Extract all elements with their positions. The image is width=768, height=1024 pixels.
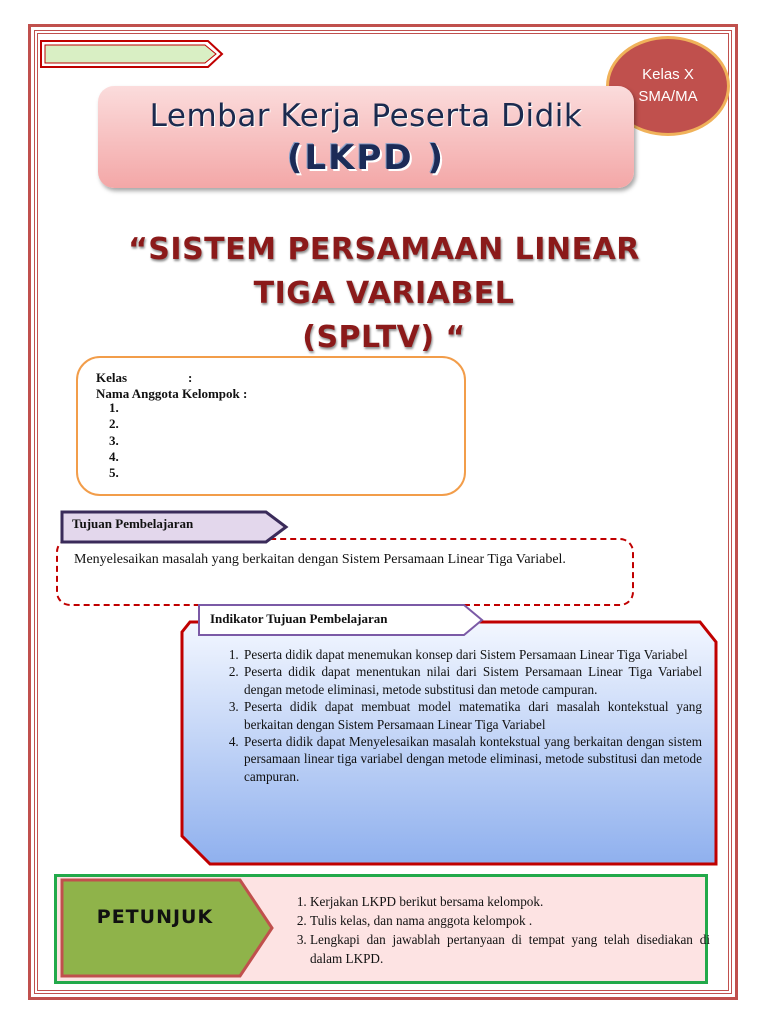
topic-title <box>90 228 678 360</box>
member-item[interactable] <box>122 400 125 416</box>
indikator-item: 4. Peserta didik dapat Menyelesaikan masalah kontekstual yang berkaitan dengan sistem persamaan linear tiga variabel dengan metode eliminasi, metode substitusi dan metode campuran. <box>242 733 702 785</box>
tujuan-label: Tujuan Pembelajaran <box>72 516 194 531</box>
title-line-1: Lembar Kerja Peserta Didik <box>149 98 583 134</box>
indikator-label: Indikator Tujuan Pembelajaran <box>210 611 388 626</box>
member-item[interactable] <box>122 465 125 481</box>
indikator-item: 3. Peserta didik dapat membuat model matematika dari masalah kontekstual yang berkaitan dengan Sistem Persamaan Linear Tiga Variabel <box>242 698 702 733</box>
indikator-item: 1. Peserta didik dapat menemukan konsep dari Sistem Persamaan Linear Tiga Variabel <box>242 646 702 663</box>
petunjuk-item: 2. Tulis kelas, dan nama anggota kelompok . <box>310 911 710 930</box>
anggota-label: Nama Anggota Kelompok : <box>96 386 248 401</box>
petunjuk-item: 1. Kerjakan LKPD berikut bersama kelompok. <box>310 892 710 911</box>
title-banner <box>98 86 634 188</box>
petunjuk-arrow <box>60 878 274 978</box>
title-line-2: (LKPD ) <box>286 138 446 178</box>
kelas-colon: : <box>188 370 193 385</box>
tujuan-text: Menyelesaikan masalah yang berkaitan dengan Sistem Persamaan Linear Tiga Variabel. <box>74 552 566 567</box>
kelas-label: Kelas <box>96 370 128 385</box>
badge-line-2: SMA/MA <box>638 88 698 105</box>
member-list <box>104 400 125 481</box>
indikator-list <box>222 646 702 785</box>
petunjuk-list <box>290 892 710 968</box>
member-item[interactable] <box>122 449 125 465</box>
identity-box <box>76 356 466 496</box>
header-arrow-tag <box>40 40 226 68</box>
tujuan-box <box>56 538 634 606</box>
badge-line-1: Kelas X <box>642 66 694 83</box>
member-item[interactable] <box>122 433 125 449</box>
member-item[interactable] <box>122 416 125 432</box>
petunjuk-label: PETUNJUK <box>96 906 214 928</box>
topic-title-line-1: “SISTEM PERSAMAAN LINEAR TIGA VARIABEL <box>128 232 640 311</box>
petunjuk-item: 3. Lengkapi dan jawablah pertanyaan di tempat yang telah disediakan di dalam LKPD. <box>310 930 710 968</box>
indikator-item: 2. Peserta didik dapat menentukan nilai dari Sistem Persamaan Linear Tiga Variabel dengan metode eliminasi, metode substitusi dan metode campuran. <box>242 663 702 698</box>
kelas-row <box>96 370 193 386</box>
topic-title-line-2: (SPLTV) “ <box>302 320 466 355</box>
